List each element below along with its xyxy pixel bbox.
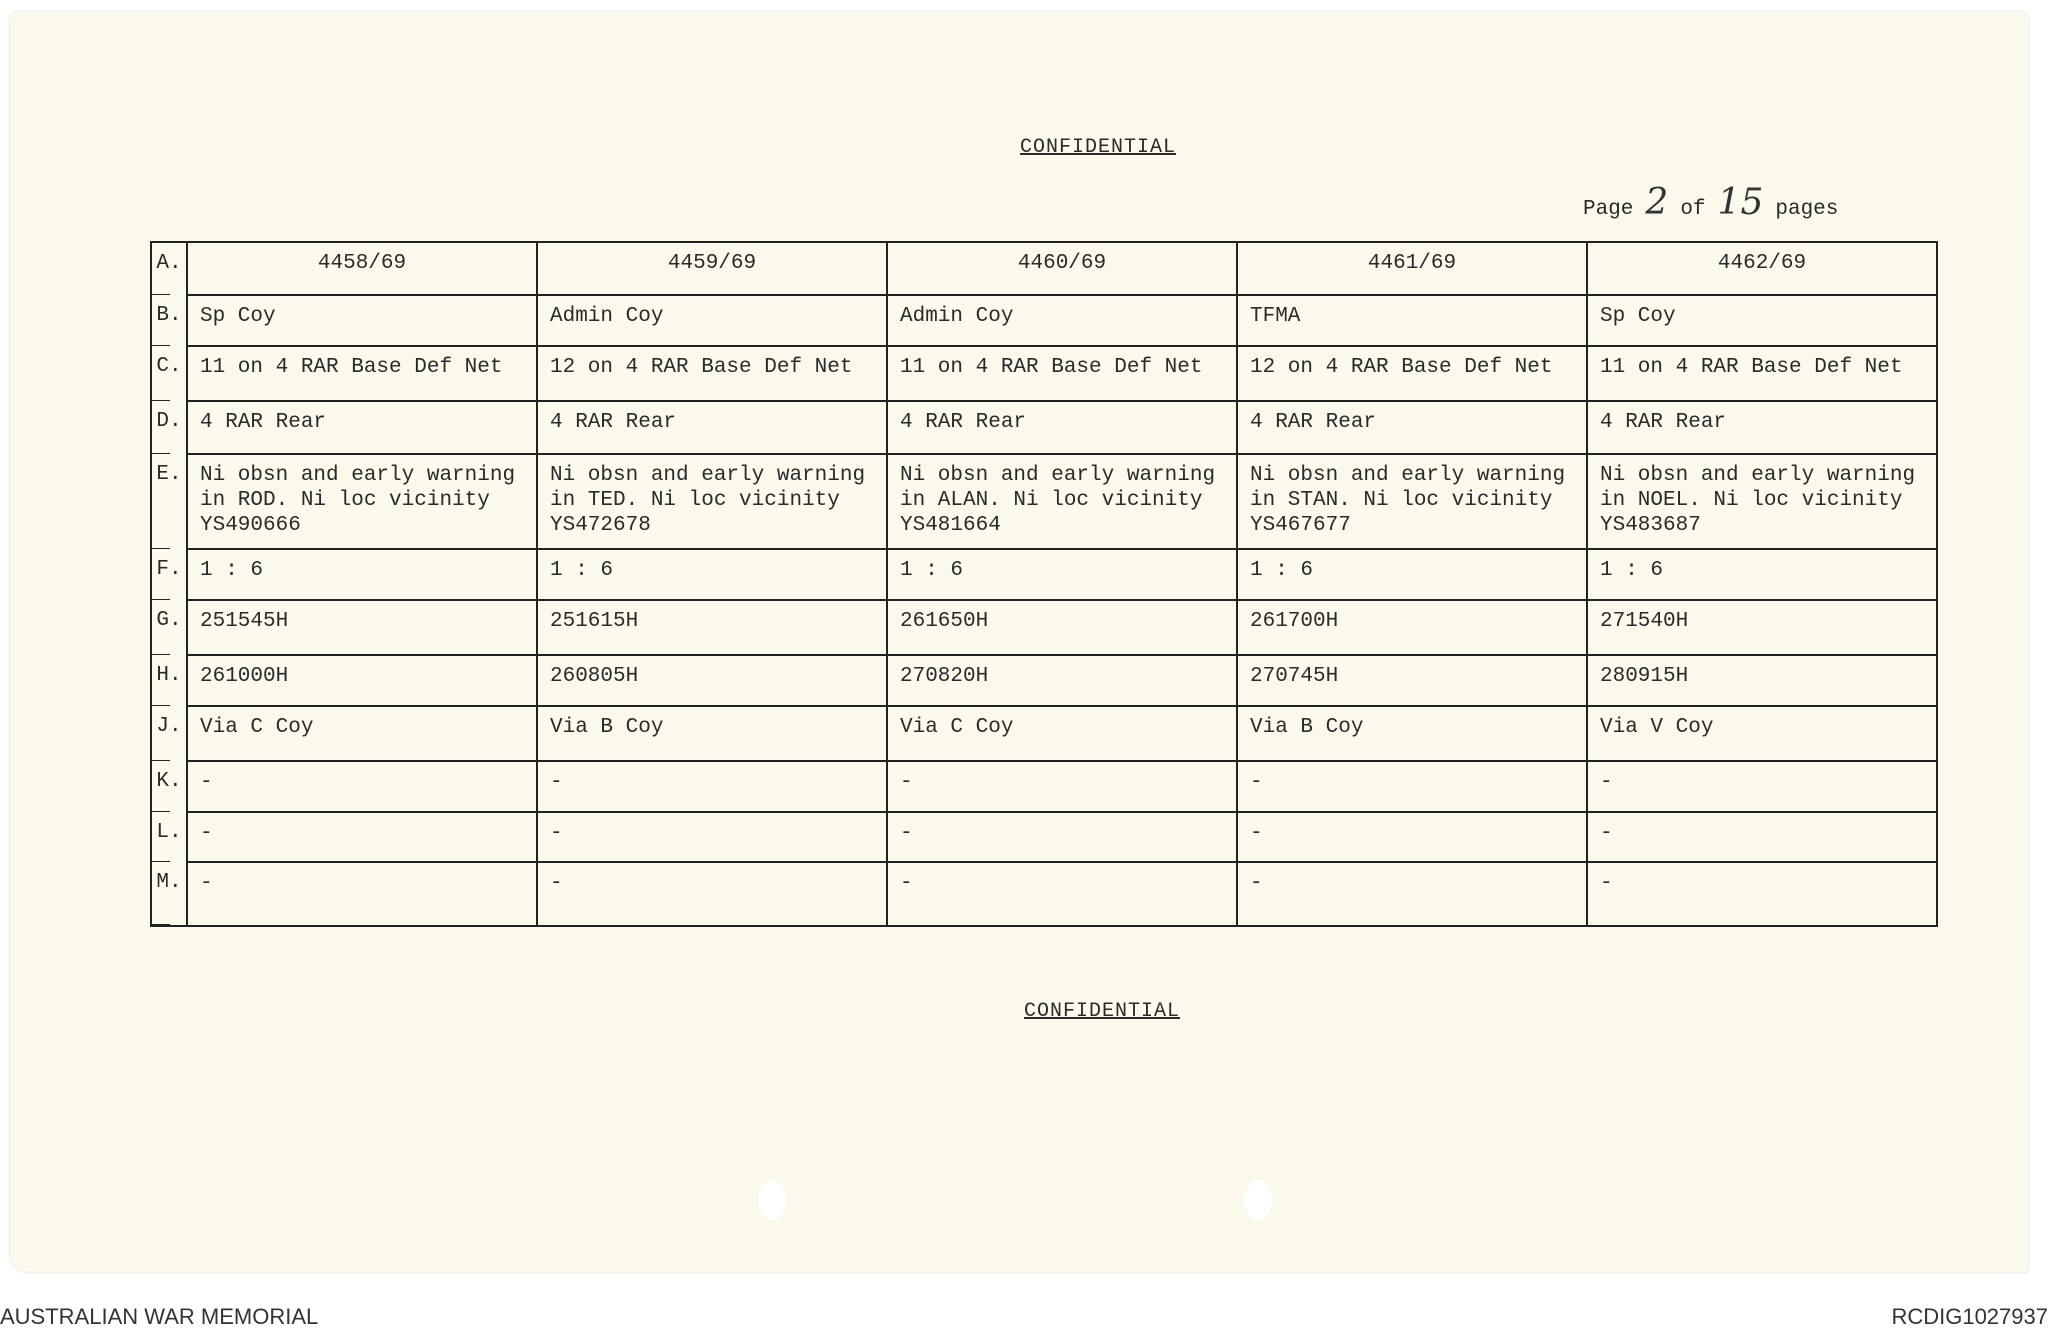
row-label: D.	[151, 401, 187, 454]
punch-hole	[758, 1180, 786, 1220]
table-cell: Sp Coy	[1587, 295, 1937, 346]
table-cell: 4462/69	[1587, 242, 1937, 295]
table-cell: Admin Coy	[887, 295, 1237, 346]
row-label: B.	[151, 295, 187, 346]
punch-hole	[1244, 1180, 1272, 1220]
table-cell: -	[187, 761, 537, 812]
table-row	[151, 295, 1937, 346]
table-cell: 4458/69	[187, 242, 537, 295]
row-label: L.	[151, 812, 187, 863]
table-cell: -	[187, 812, 537, 863]
table-cell: 11 on 4 RAR Base Def Net	[187, 346, 537, 401]
row-label: F.	[151, 549, 187, 600]
row-label: C.	[151, 346, 187, 401]
page-number: 2	[1645, 182, 1669, 223]
table-cell: 4 RAR Rear	[1237, 401, 1587, 454]
table-cell: -	[1237, 862, 1587, 926]
table-row	[151, 401, 1937, 454]
table-cell: 12 on 4 RAR Base Def Net	[1237, 346, 1587, 401]
table-cell: -	[537, 862, 887, 926]
table-row	[151, 600, 1937, 655]
table-cell: 271540H	[1587, 600, 1937, 655]
table-cell: 4459/69	[537, 242, 887, 295]
report-table	[150, 241, 1938, 927]
row-label: K.	[151, 761, 187, 812]
table-cell: 12 on 4 RAR Base Def Net	[537, 346, 887, 401]
table-row	[151, 761, 1937, 812]
row-label: A.	[151, 242, 187, 295]
table-cell: 11 on 4 RAR Base Def Net	[1587, 346, 1937, 401]
table-cell: 261700H	[1237, 600, 1587, 655]
table-cell: 4460/69	[887, 242, 1237, 295]
table-row	[151, 655, 1937, 706]
table-cell: 1 : 6	[887, 549, 1237, 600]
table-cell: 11 on 4 RAR Base Def Net	[887, 346, 1237, 401]
table-cell: TFMA	[1237, 295, 1587, 346]
table-row	[151, 242, 1937, 295]
table-cell: Via C Coy	[887, 706, 1237, 761]
page-indicator	[1583, 182, 1838, 223]
table-cell: 251615H	[537, 600, 887, 655]
table-cell: -	[887, 761, 1237, 812]
table-row	[151, 812, 1937, 863]
table-cell: Sp Coy	[187, 295, 537, 346]
table-cell: 1 : 6	[1237, 549, 1587, 600]
archive-id: RCDIG1027937	[1891, 1304, 2048, 1329]
table-cell: Ni obsn and early warning in ALAN. Ni loc vicinity YS481664	[887, 454, 1237, 549]
table-cell: 4 RAR Rear	[187, 401, 537, 454]
table-cell: Ni obsn and early warning in ROD. Ni loc vicinity YS490666	[187, 454, 537, 549]
header-classification: CONFIDENTIAL	[1020, 136, 1177, 159]
page-prefix: Page	[1583, 198, 1634, 221]
table-cell: -	[1587, 812, 1937, 863]
table-cell: -	[537, 812, 887, 863]
table-cell: Ni obsn and early warning in NOEL. Ni loc vicinity YS483687	[1587, 454, 1937, 549]
table-cell: 4 RAR Rear	[1587, 401, 1937, 454]
table-cell: 1 : 6	[1587, 549, 1937, 600]
table-cell: -	[1237, 761, 1587, 812]
table-cell: 1 : 6	[187, 549, 537, 600]
table-cell: 261650H	[887, 600, 1237, 655]
table-cell: 261000H	[187, 655, 537, 706]
table-cell: 4 RAR Rear	[537, 401, 887, 454]
table-cell: -	[887, 812, 1237, 863]
row-label: M.	[151, 862, 187, 926]
table-cell: -	[1587, 761, 1937, 812]
table-cell: 251545H	[187, 600, 537, 655]
table-row	[151, 454, 1937, 549]
table-cell: Via B Coy	[1237, 706, 1587, 761]
table-cell: -	[1587, 862, 1937, 926]
page-suffix: pages	[1775, 198, 1839, 221]
table-row	[151, 346, 1937, 401]
table-row	[151, 549, 1937, 600]
table-cell: 1 : 6	[537, 549, 887, 600]
table-cell: 270745H	[1237, 655, 1587, 706]
footer-classification: CONFIDENTIAL	[1024, 1000, 1181, 1023]
table-cell: 4 RAR Rear	[887, 401, 1237, 454]
table-cell: Ni obsn and early warning in TED. Ni loc vicinity YS472678	[537, 454, 887, 549]
table-cell: -	[1237, 812, 1587, 863]
table-cell: Admin Coy	[537, 295, 887, 346]
table-cell: Via V Coy	[1587, 706, 1937, 761]
page-of: of	[1680, 198, 1706, 221]
table-row	[151, 706, 1937, 761]
table-cell: -	[187, 862, 537, 926]
table-cell: -	[887, 862, 1237, 926]
table-cell: -	[537, 761, 887, 812]
table-cell: Via C Coy	[187, 706, 537, 761]
row-label: G.	[151, 600, 187, 655]
table-cell: Ni obsn and early warning in STAN. Ni loc vicinity YS467677	[1237, 454, 1587, 549]
table-cell: Via B Coy	[537, 706, 887, 761]
table-cell: 280915H	[1587, 655, 1937, 706]
table-cell: 260805H	[537, 655, 887, 706]
page-total: 15	[1717, 182, 1764, 223]
row-label: H.	[151, 655, 187, 706]
table-cell: 4461/69	[1237, 242, 1587, 295]
archive-credit: AUSTRALIAN WAR MEMORIAL	[0, 1304, 319, 1329]
row-label: E.	[151, 454, 187, 549]
table-row	[151, 862, 1937, 926]
row-label: J.	[151, 706, 187, 761]
table-cell: 270820H	[887, 655, 1237, 706]
